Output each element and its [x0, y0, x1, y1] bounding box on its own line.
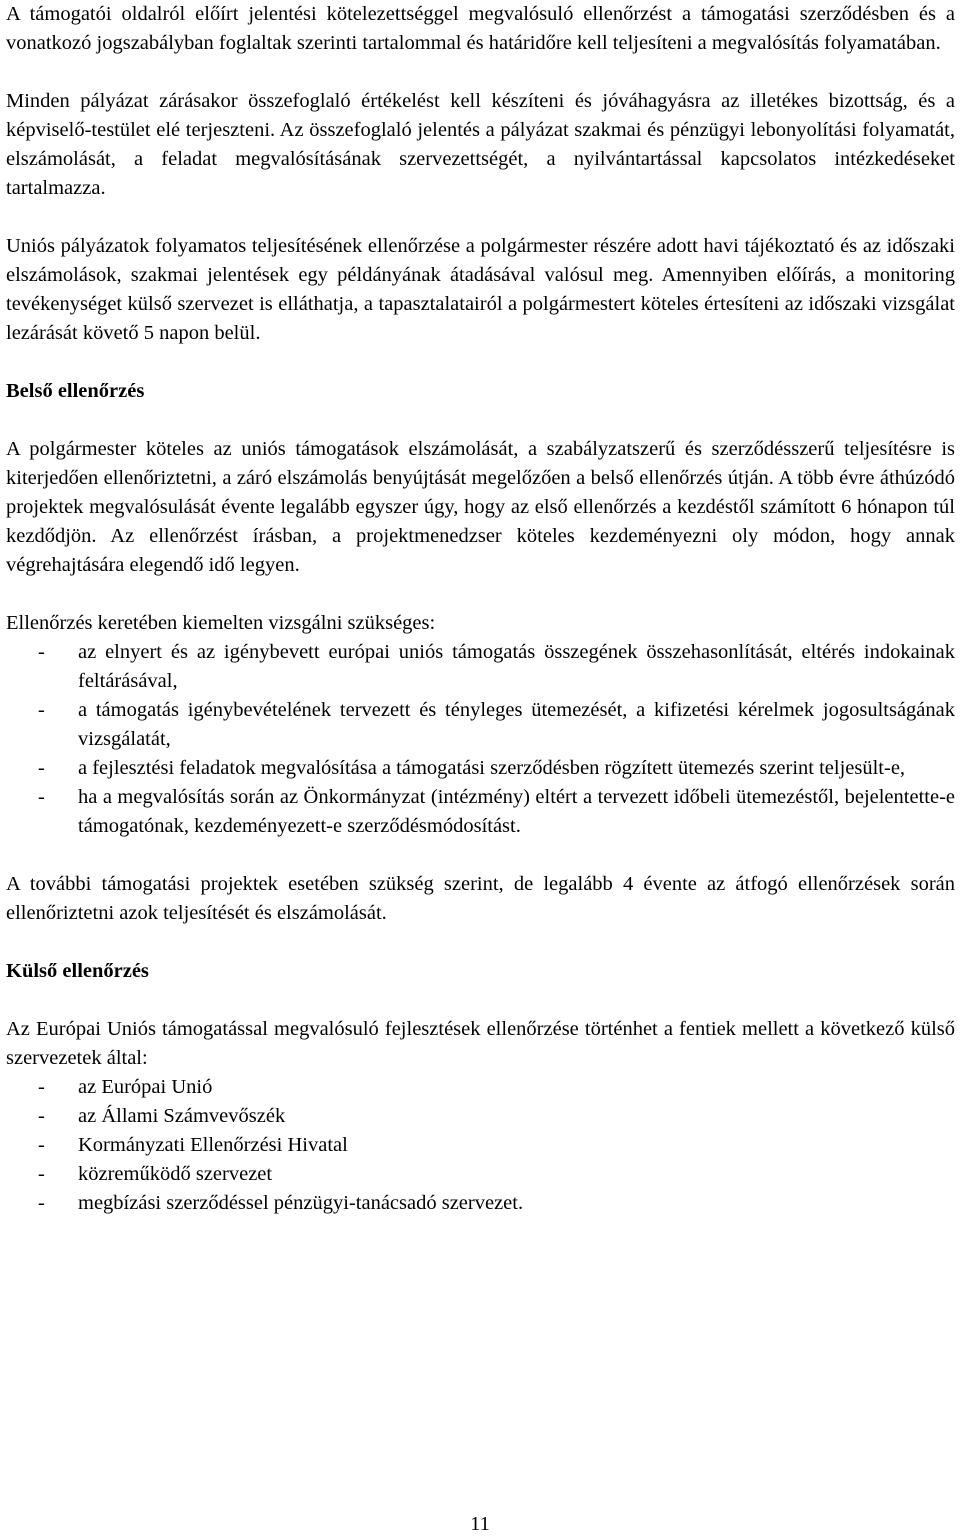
paragraph-eu-monitoring: Uniós pályázatok folyamatos teljesítésének ellenőrzése a polgármester részére adott havi tájékoztató és az időszaki elszámolások, szakmai jelentések egy példányának átadásával valósul meg. Amennyiben előírás, a monitoring tevékenységet külső szervezet is elláthatja, a tapasztalatairól a polgármestert köteles értesíteni az időszaki vizsgálat lezárását követő 5 napon belül.	[6, 235, 955, 344]
page-number: 11	[470, 1513, 490, 1535]
list-item	[6, 1073, 955, 1102]
list-item	[6, 1189, 955, 1218]
dash-bullet: -	[38, 786, 45, 808]
dash-bullet: -	[38, 1192, 45, 1214]
list-item-text: Kormányzati Ellenőrzési Hivatal	[78, 1134, 348, 1156]
list-item	[6, 1102, 955, 1131]
dash-bullet: -	[38, 1076, 45, 1098]
list-item-text: az elnyert és az igénybevett európai uniós támogatás összegének összehasonlítását, eltérés indokainak feltárásával,	[78, 641, 955, 692]
heading-external-audit: Külső ellenőrzés	[6, 960, 149, 982]
paragraph-internal-audit: A polgármester köteles az uniós támogatások elszámolását, a szabályzatszerű és szerződésszerű teljesítésre is kiterjedően ellenőriztetni, a záró elszámolás benyújtását megelőzően a belső ellenőrzés útján. A több évre áthúzódó projektek megvalósulását évente legalább egyszer úgy, hogy az első ellenőrzés a kezdéstől számított 6 hónapon túl kezdődjön. Az ellenőrzést írásban, a projektmenedzser köteles kezdeményezni oly módon, hogy annak végrehajtására elegendő idő legyen.	[6, 438, 955, 576]
paragraph-further-projects: A további támogatási projektek esetében szükség szerint, de legalább 4 évente az átfogó ellenőrzések során ellenőriztetni azok teljesítését és elszámolását.	[6, 873, 955, 924]
list-item	[6, 638, 955, 696]
internal-audit-list	[6, 638, 955, 841]
paragraph-reporting-obligation: A támogatói oldalról előírt jelentési kötelezettséggel megvalósuló ellenőrzést a támogatási szerződésben és a vonatkozó jogszabályban foglaltak szerinti tartalommal és határidőre kell teljesíteni a megvalósítás folyamatában.	[6, 3, 955, 54]
dash-bullet: -	[38, 699, 45, 721]
dash-bullet: -	[38, 1134, 45, 1156]
paragraph-closing-evaluation: Minden pályázat zárásakor összefoglaló értékelést kell készíteni és jóváhagyásra az illetékes bizottság, és a képviselő-testület elé terjeszteni. Az összefoglaló jelentés a pályázat szakmai és pénzügyi lebonyolítási folyamatát, elszámolását, a feladat megvalósításának szervezettségét, a nyilvántartással kapcsolatos intézkedéseket tartalmazza.	[6, 90, 955, 199]
list-item	[6, 783, 955, 841]
list-item-text: az Európai Unió	[78, 1076, 213, 1098]
list-item	[6, 1131, 955, 1160]
dash-bullet: -	[38, 641, 45, 663]
heading-internal-audit: Belső ellenőrzés	[6, 380, 145, 402]
list-item-text: az Állami Számvevőszék	[78, 1105, 286, 1127]
list-item	[6, 754, 955, 783]
list-item-text: megbízási szerződéssel pénzügyi-tanácsadó szervezet.	[78, 1192, 524, 1214]
list-item	[6, 1160, 955, 1189]
dash-bullet: -	[38, 1163, 45, 1185]
internal-list-intro: Ellenőrzés keretében kiemelten vizsgálni szükséges:	[6, 612, 436, 634]
list-item-text: ha a megvalósítás során az Önkormányzat (intézmény) eltért a tervezett időbeli ütemezéstől, bejelentette-e támogatónak, kezdeményezett-e szerződésmódosítást.	[78, 786, 955, 837]
paragraph-external-audit: Az Európai Uniós támogatással megvalósuló fejlesztések ellenőrzése történhet a fentiek mellett a következő külső szervezetek által:	[6, 1018, 955, 1069]
dash-bullet: -	[38, 757, 45, 779]
document-page	[6, 0, 955, 1218]
list-item	[6, 696, 955, 754]
external-audit-list	[6, 1073, 955, 1218]
list-item-text: közreműködő szervezet	[78, 1163, 273, 1185]
dash-bullet: -	[38, 1105, 45, 1127]
list-item-text: a fejlesztési feladatok megvalósítása a támogatási szerződésben rögzített ütemezés szerint teljesült-e,	[78, 757, 906, 779]
list-item-text: a támogatás igénybevételének tervezett és tényleges ütemezését, a kifizetési kérelmek jogosultságának vizsgálatát,	[78, 699, 955, 750]
